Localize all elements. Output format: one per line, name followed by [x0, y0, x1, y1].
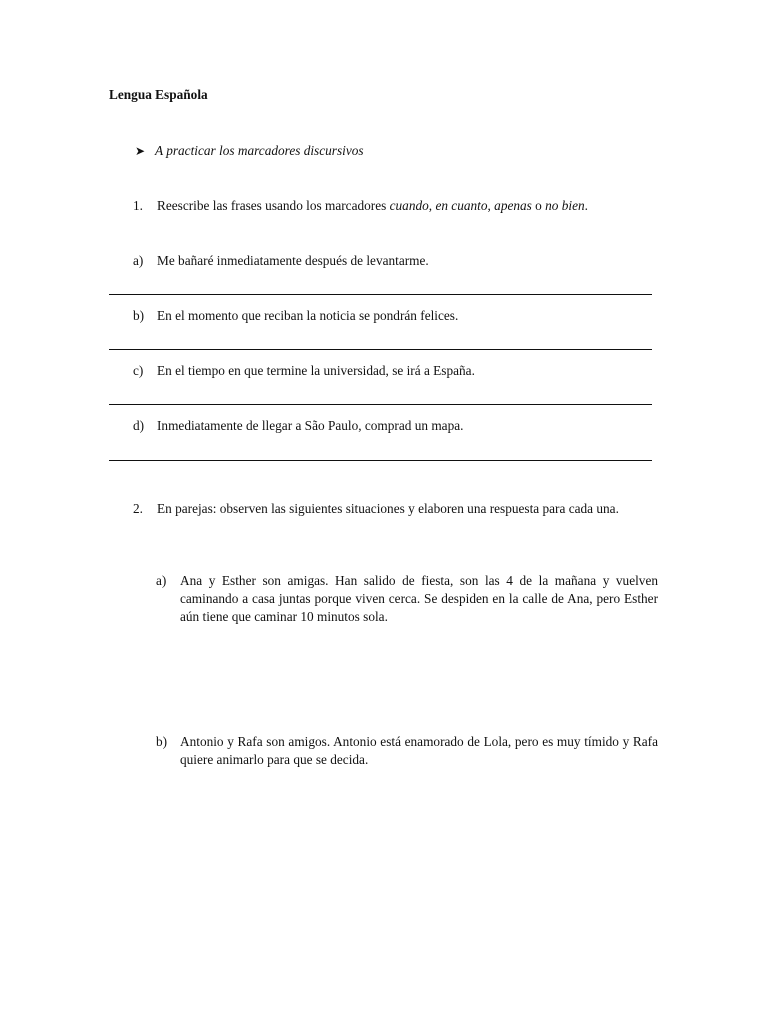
instruction-suffix: .	[584, 198, 588, 213]
answer-line-c[interactable]	[109, 404, 652, 405]
exercise-2-instruction	[133, 500, 658, 518]
exercise-2-number: 2.	[133, 501, 143, 516]
document-title: Lengua Española	[109, 87, 208, 102]
exercise-1-item-a	[133, 252, 429, 270]
exercise-1-number: 1.	[133, 198, 143, 213]
marker-en-cuanto: en cuanto	[435, 198, 488, 213]
exercise-1-item-d	[133, 417, 463, 435]
marker-cuando: cuando	[389, 198, 429, 213]
item-label: b)	[133, 308, 145, 323]
item-label: a)	[156, 573, 167, 588]
separator: o	[531, 198, 546, 213]
answer-line-d[interactable]	[109, 460, 652, 461]
answer-line-b[interactable]	[109, 349, 652, 350]
item-text: En el momento que reciban la noticia se pondrán felices.	[157, 308, 459, 323]
exercise-1-text	[157, 197, 588, 215]
exercise-1-instruction	[133, 197, 588, 215]
item-text: Me bañaré inmediatamente después de levantarme.	[157, 253, 429, 268]
item-label: b)	[156, 734, 168, 749]
answer-line-a[interactable]	[109, 294, 652, 295]
item-text: Inmediatamente de llegar a São Paulo, comprad un mapa.	[157, 418, 464, 433]
instruction-prefix: Reescribe las frases usando los marcadores	[157, 198, 390, 213]
exercise-2-item-a	[156, 572, 658, 626]
section-subtitle	[135, 142, 364, 160]
exercise-1-item-c	[133, 362, 475, 380]
exercise-2-text: En parejas: observen las siguientes situaciones y elaboren una respuesta para cada una.	[157, 501, 619, 516]
item-label: d)	[133, 418, 145, 433]
item-text: Antonio y Rafa son amigos. Antonio está enamorado de Lola, pero es muy tímido y Rafa quiere animarlo para que se decida.	[180, 734, 658, 767]
marker-no-bien: no bien	[545, 198, 585, 213]
separator: ,	[487, 198, 495, 213]
item-text: En el tiempo en que termine la universidad, se irá a España.	[157, 363, 475, 378]
arrow-bullet-icon: ➤	[135, 144, 146, 158]
marker-apenas: apenas	[494, 198, 532, 213]
item-text: Ana y Esther son amigas. Han salido de fiesta, son las 4 de la mañana y vuelven caminando a casa juntas porque viven cerca. Se despiden en la calle de Ana, pero Esther aún tiene que caminar 10 minutos sola.	[180, 573, 658, 624]
item-label: a)	[133, 253, 144, 268]
item-label: c)	[133, 363, 144, 378]
subtitle-text: A practicar los marcadores discursivos	[155, 143, 364, 158]
exercise-2-item-b	[156, 733, 658, 769]
separator: ,	[428, 198, 436, 213]
exercise-1-item-b	[133, 307, 458, 325]
